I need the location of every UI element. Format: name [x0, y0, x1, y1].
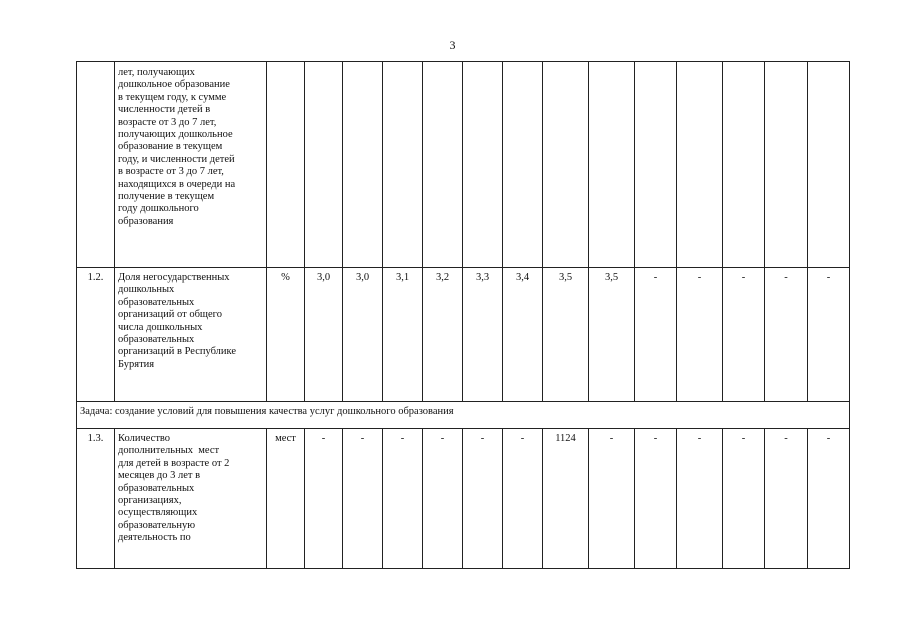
- value-cell: [635, 62, 677, 268]
- value-cell: 1124: [543, 429, 589, 569]
- indicator-name-line: образовательных: [118, 296, 195, 308]
- indicator-name-line: дошкольное образование: [118, 79, 230, 91]
- value-cell: -: [635, 429, 677, 569]
- value-cell: 3,4: [503, 268, 543, 402]
- indicator-name-cell: [115, 62, 267, 268]
- value-cell: [765, 62, 808, 268]
- value-cell: -: [808, 268, 850, 402]
- value-cell: 3,5: [589, 268, 635, 402]
- value-cell: -: [423, 429, 463, 569]
- task-row: [77, 402, 850, 429]
- row-number-cell: [77, 62, 115, 268]
- value-cell: -: [677, 429, 723, 569]
- value-cell: [463, 62, 503, 268]
- unit-cell: [267, 62, 305, 268]
- value-cell: -: [343, 429, 383, 569]
- table-row-1-2: [77, 268, 850, 402]
- page-number: 3: [449, 38, 456, 52]
- row-number-cell: 1.3.: [77, 429, 115, 569]
- indicator-name-line: для детей в возрасте от 2: [118, 457, 230, 469]
- value-cell: -: [765, 429, 808, 569]
- indicator-name-line: Количество: [118, 433, 171, 444]
- value-cell: 3,0: [305, 268, 343, 402]
- value-cell: [589, 62, 635, 268]
- value-cell: [677, 62, 723, 268]
- indicator-name-line: образовательную: [118, 519, 196, 531]
- value-cell: -: [383, 429, 423, 569]
- value-cell: -: [723, 268, 765, 402]
- indicator-name-line: организациях,: [118, 495, 182, 507]
- indicator-name-line: численности детей в: [118, 104, 211, 116]
- indicator-name-line: Доля негосударственных: [118, 272, 230, 283]
- value-cell: [383, 62, 423, 268]
- value-cell: -: [765, 268, 808, 402]
- value-cell: 3,0: [343, 268, 383, 402]
- indicator-name-line: Бурятия: [118, 358, 155, 370]
- value-cell: -: [723, 429, 765, 569]
- value-cell: -: [808, 429, 850, 569]
- indicator-name-line: году, и численности детей: [118, 153, 235, 165]
- indicator-name-line: получение в текущем: [118, 191, 215, 203]
- value-cell: [543, 62, 589, 268]
- row-number-cell: 1.2.: [77, 268, 115, 402]
- unit-cell: %: [267, 268, 305, 402]
- value-cell: -: [305, 429, 343, 569]
- indicator-name-line: месяцев до 3 лет в: [118, 470, 201, 482]
- indicator-name-line: находящихся в очереди на: [118, 178, 236, 190]
- value-cell: [423, 62, 463, 268]
- indicator-name-line: дошкольных: [118, 284, 175, 296]
- value-cell: 3,2: [423, 268, 463, 402]
- indicator-name-line: получающих дошкольное: [118, 129, 233, 141]
- task-cell: Задача: создание условий для повышения качества услуг дошкольного образования: [77, 402, 850, 429]
- indicator-name-line: возрасте от 3 до 7 лет,: [118, 116, 217, 128]
- indicator-name-line: образования: [118, 215, 174, 227]
- value-cell: 3,5: [543, 268, 589, 402]
- indicator-name-line: осуществляющих: [118, 507, 198, 519]
- value-cell: [305, 62, 343, 268]
- indicator-name-line: организаций от общего: [118, 309, 222, 321]
- value-cell: -: [503, 429, 543, 569]
- value-cell: -: [635, 268, 677, 402]
- value-cell: [343, 62, 383, 268]
- indicator-name-line: образование в текущем: [118, 141, 223, 153]
- table-row-continued: [77, 62, 850, 268]
- indicator-name-line: образовательных: [118, 482, 195, 494]
- value-cell: -: [677, 268, 723, 402]
- indicator-name-line: организаций в Республике: [118, 346, 237, 358]
- indicators-table: [76, 61, 850, 569]
- table-row-1-3: [77, 429, 850, 569]
- value-cell: [723, 62, 765, 268]
- indicator-name-cell: [115, 268, 267, 402]
- value-cell: 3,3: [463, 268, 503, 402]
- value-cell: [503, 62, 543, 268]
- indicator-name-line: образовательных: [118, 334, 195, 346]
- value-cell: 3,1: [383, 268, 423, 402]
- indicator-name-cell: [115, 429, 267, 569]
- value-cell: -: [463, 429, 503, 569]
- indicator-name-line: дополнительных мест: [118, 445, 220, 457]
- indicator-name-line: числа дошкольных: [118, 321, 203, 333]
- value-cell: [808, 62, 850, 268]
- indicator-name-line: году дошкольного: [118, 203, 199, 215]
- indicator-name-line: лет, получающих: [118, 67, 195, 78]
- unit-cell: мест: [267, 429, 305, 569]
- indicator-name-line: в текущем году, к сумме: [118, 91, 227, 103]
- indicator-name-line: в возрасте от 3 до 7 лет,: [118, 166, 224, 178]
- value-cell: -: [589, 429, 635, 569]
- indicator-name-line: деятельность по: [118, 532, 191, 544]
